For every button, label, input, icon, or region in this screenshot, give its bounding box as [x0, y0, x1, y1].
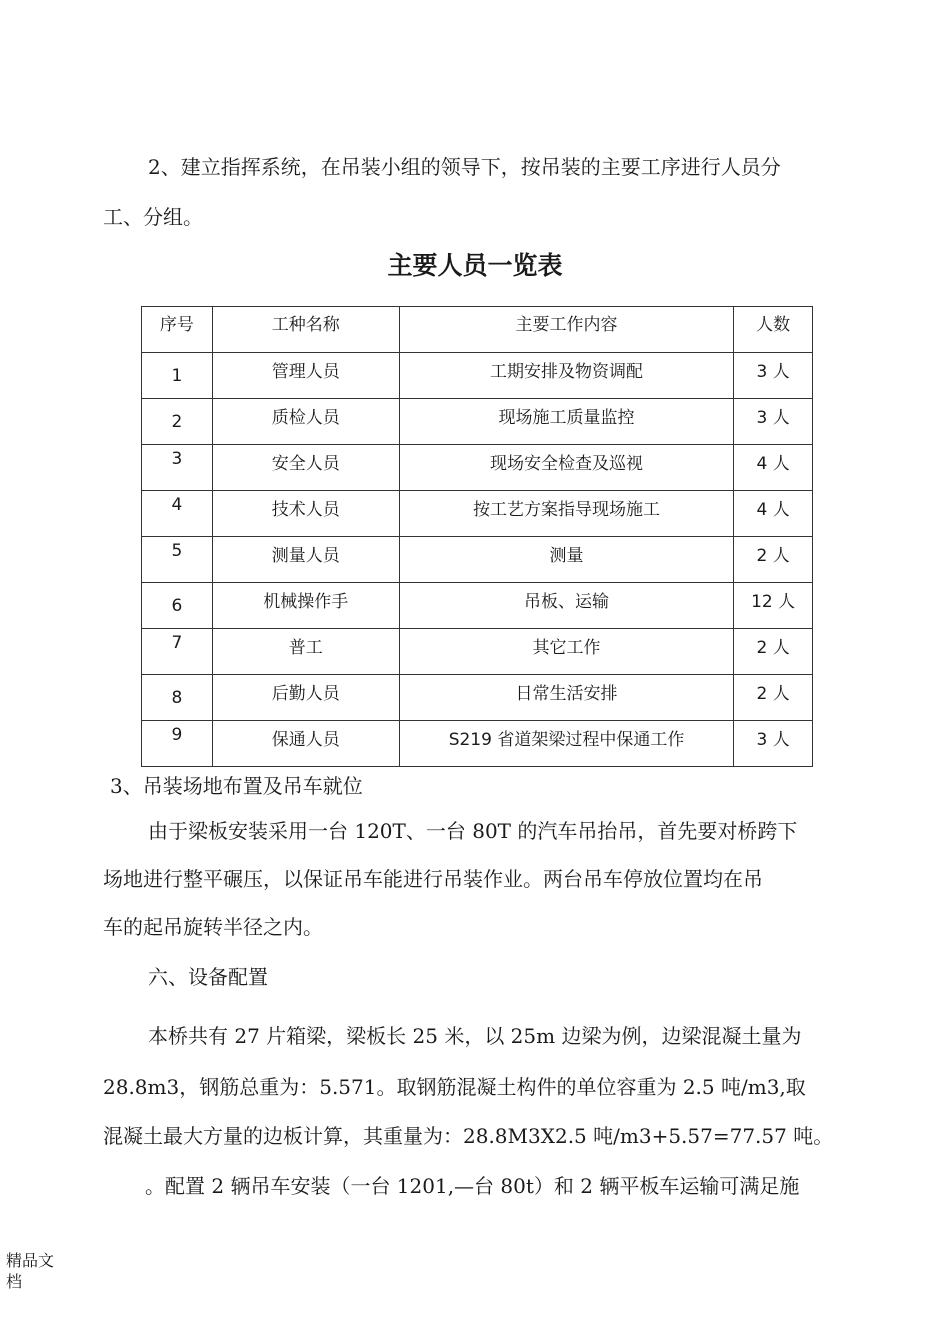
section-3-line-2: 场地进行整平碾压，以保证吊车能进行吊装作业。两台吊车停放位置均在吊	[103, 867, 763, 891]
table-row	[142, 721, 813, 767]
table-row	[142, 675, 813, 721]
table-header-row	[142, 307, 813, 353]
row-headcount: 3 人	[734, 399, 813, 445]
row-job-title: 普工	[212, 629, 399, 675]
row-job-title: 后勤人员	[212, 675, 399, 721]
row-job-title: 技术人员	[212, 491, 399, 537]
header-duties: 主要工作内容	[399, 307, 733, 353]
row-index: 9	[142, 721, 213, 767]
table-row	[142, 537, 813, 583]
row-job-title: 机械操作手	[212, 583, 399, 629]
row-headcount: 2 人	[734, 629, 813, 675]
section-3-line-1: 由于梁板安装采用一台 120T、一台 80T 的汽车吊抬吊，首先要对桥跨下	[148, 819, 798, 843]
row-duties: 现场安全检查及巡视	[399, 445, 733, 491]
table-row	[142, 399, 813, 445]
header-index: 序号	[142, 307, 213, 353]
row-duties: S219 省道架梁过程中保通工作	[399, 721, 733, 767]
row-job-title: 测量人员	[212, 537, 399, 583]
row-headcount: 3 人	[734, 721, 813, 767]
section-6-line-3: 混凝土最大方量的边板计算，其重量为：28.8M3X2.5 吨/m3+5.57=77.57 吨。	[103, 1124, 834, 1148]
staff-table	[141, 306, 813, 767]
row-job-title: 管理人员	[212, 353, 399, 399]
header-job-title: 工种名称	[212, 307, 399, 353]
row-headcount: 4 人	[734, 445, 813, 491]
row-index: 1	[142, 353, 213, 399]
section-6-line-1: 本桥共有 27 片箱梁，梁板长 25 米，以 25m 边梁为例，边梁混凝土量为	[148, 1024, 802, 1048]
row-headcount: 2 人	[734, 675, 813, 721]
row-headcount: 2 人	[734, 537, 813, 583]
row-duties: 吊板、运输	[399, 583, 733, 629]
row-headcount: 12 人	[734, 583, 813, 629]
section-6-line-2: 28.8m3，钢筋总重为：5.571。取钢筋混凝土构件的单位容重为 2.5 吨/m3,取	[103, 1075, 806, 1099]
table-row	[142, 353, 813, 399]
table-title: 主要人员一览表	[387, 251, 563, 280]
header-headcount: 人数	[734, 307, 813, 353]
row-index: 2	[142, 399, 213, 445]
row-index: 4	[142, 491, 213, 537]
row-duties: 日常生活安排	[399, 675, 733, 721]
row-job-title: 保通人员	[212, 721, 399, 767]
row-duties: 按工艺方案指导现场施工	[399, 491, 733, 537]
intro-line-2: 工、分组。	[103, 205, 203, 229]
row-headcount: 3 人	[734, 353, 813, 399]
row-duties: 现场施工质量监控	[399, 399, 733, 445]
row-duties: 测量	[399, 537, 733, 583]
table-row	[142, 445, 813, 491]
section-3-line-3: 车的起吊旋转半径之内。	[103, 915, 323, 939]
row-index: 6	[142, 583, 213, 629]
row-job-title: 质检人员	[212, 399, 399, 445]
row-index: 7	[142, 629, 213, 675]
table-row	[142, 583, 813, 629]
row-headcount: 4 人	[734, 491, 813, 537]
intro-line-1: 2、建立指挥系统，在吊装小组的领导下，按吊装的主要工序进行人员分	[148, 155, 781, 179]
section-6-line-4: 。配置 2 辆吊车安装（一台 1201,—台 80t）和 2 辆平板车运输可满足施	[145, 1174, 800, 1198]
footer-watermark: 精品文档	[6, 1251, 55, 1291]
section-3-heading: 3、吊装场地布置及吊车就位	[110, 774, 363, 798]
row-job-title: 安全人员	[212, 445, 399, 491]
table-row	[142, 491, 813, 537]
table-row	[142, 629, 813, 675]
section-6-heading: 六、设备配置	[148, 965, 268, 989]
row-index: 5	[142, 537, 213, 583]
row-index: 8	[142, 675, 213, 721]
row-duties: 工期安排及物资调配	[399, 353, 733, 399]
row-duties: 其它工作	[399, 629, 733, 675]
row-index: 3	[142, 445, 213, 491]
